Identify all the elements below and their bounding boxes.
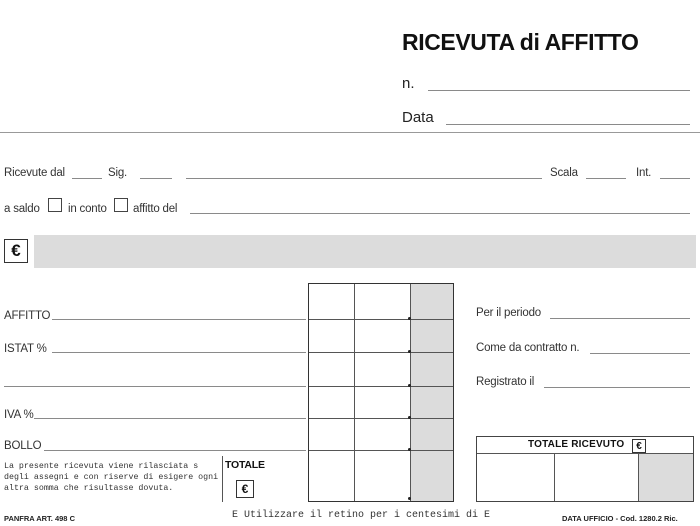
receipt-title: RICEVUTA di AFFITTO [402,29,639,55]
on-account-label: in conto [68,203,107,215]
extra-leader-line [4,386,306,387]
footer-note: E Utilizzare il retino per i centesimi di E [232,510,491,521]
received-from-label: Ricevute dal [4,167,65,179]
rent-label: AFFITTO [4,310,51,322]
grid-divider-1 [354,284,355,501]
date-field[interactable] [446,124,690,125]
footer-office-code: DATA UFFICIO - Cod. 1280.2 Ric. [562,514,678,523]
period-label: Per il periodo [476,307,541,319]
grid-row-vat[interactable] [309,418,453,419]
disclaimer-divider [222,456,223,502]
decimal-dot [408,384,411,387]
registered-field[interactable] [544,387,690,388]
tenant-name-field[interactable] [186,178,542,179]
interior-label: Int. [636,167,652,179]
vat-leader-line [34,418,306,419]
decimal-dot [408,317,411,320]
total-received-label: TOTALE RICEVUTO [528,439,625,450]
total-label: TOTALE [225,459,265,471]
rent-of-field[interactable] [190,213,690,214]
cents-column [410,284,453,501]
grid-row-rent[interactable] [309,319,453,320]
stamp-label: BOLLO [4,440,42,452]
contract-field[interactable] [590,353,690,354]
mr-label: Sig. [108,167,128,179]
istat-leader-line [52,352,306,353]
decimal-dot [408,416,411,419]
grid-row-istat[interactable] [309,352,453,353]
received-from-field[interactable] [72,178,102,179]
grid-row-extra[interactable] [309,386,453,387]
total-euro-icon: € [236,480,254,498]
amount-euro-icon: € [4,239,28,263]
total-received-divider-1 [554,454,555,501]
rent-of-label: affitto del [133,203,178,215]
registered-label: Registrato il [476,376,535,388]
interior-field[interactable] [660,178,690,179]
rent-leader-line [52,319,306,320]
period-field[interactable] [550,318,690,319]
grid-row-stamp[interactable] [309,450,453,451]
balance-label: a saldo [4,203,40,215]
total-received-euro-icon: € [632,439,646,453]
amount-in-words-field[interactable] [34,235,696,268]
staircase-field[interactable] [586,178,626,179]
number-field[interactable] [428,90,690,91]
decimal-dot [408,448,411,451]
footer-article-code: PANFRA ART. 498 C [4,514,75,523]
mr-short-field[interactable] [140,178,172,179]
vat-label: IVA % [4,409,34,421]
stamp-leader-line [44,450,306,451]
date-label: Data [402,109,434,126]
decimal-dot [408,497,411,500]
istat-label: ISTAT % [4,343,47,355]
disclaimer-line-2: degli assegni e con riserve di esigere ogni [4,473,219,482]
contract-label: Come da contratto n. [476,342,580,354]
staircase-label: Scala [550,167,578,179]
balance-checkbox[interactable] [48,198,62,212]
header-divider [0,132,700,133]
number-label: n. [402,75,415,92]
decimal-dot [408,350,411,353]
disclaimer-line-3: altra somma che risultasse dovuta. [4,484,174,493]
disclaimer-line-1: La presente ricevuta viene rilasciata s [4,462,199,471]
on-account-checkbox[interactable] [114,198,128,212]
total-received-cents-cell[interactable] [639,454,693,501]
